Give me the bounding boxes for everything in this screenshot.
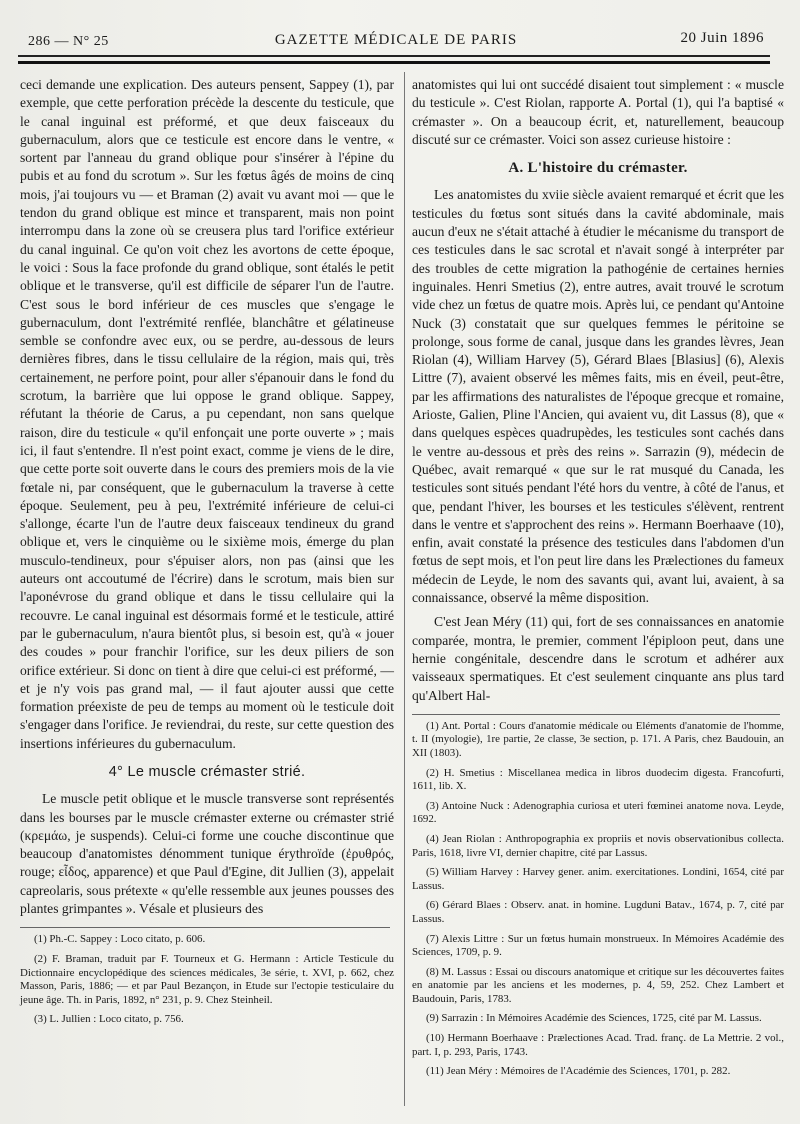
section-heading-histoire: A. L'histoire du crémaster. [508,160,688,177]
right-footnotes [412,720,784,1079]
right-paragraph-3: C'est Jean Méry (11) qui, fort de ses connaissances en anatomie comparée, montra, le premier, comment l'épiploon peut, dans une hernie congénitale, descendre dans le scrotum et adhérer aux vaisseaux spermatiques. Et c'est seulement cinquante ans plus tard qu'Albert Hal- [412,614,784,703]
footnote-item: (9) Sarrazin : In Mémoires Académie des Sciences, 1725, cité par M. Lassus. [426,1012,762,1025]
footnote-item: (1) Ant. Portal : Cours d'anatomie médicale ou Eléments d'anatomie de l'homme, t. II (myologie), 1re partie, 2e classe, 3e section, p. 171. A Paris, chez Baudouin, an XII (1803). [412,719,784,759]
left-paragraph-2: Le muscle petit oblique et le muscle transverse sont représentés dans les bourses par le muscle crémaster externe ou crémaster strié (κρεμάω, je suspends). Celui-ci forme une couche discontinue que beaucoup d'anatomistes dénomment tunique érythroïde (ἐρυθρός, rouge; εἶδος, apparence) et que Paul d'Egine, dit Jullien (3), appelait capreolaris, sous prétexte « qu'elle ressemble aux jeunes pousses des plantes grimpantes ». Vésale et plusieurs des [20,791,394,917]
footnote-item: (2) H. Smetius : Miscellanea medica in libros duodecim digesta. Francofurti, 1611, lib. X. [412,766,784,793]
footnote-item: (7) Alexis Littre : Sur un fœtus humain monstrueux. In Mémoires Académie des Sciences, 1709, p. 9. [412,932,784,959]
footnote-item: (4) Jean Riolan : Anthropographia ex propriis et novis observationibus collecta. Paris, 1618, livre VI, dernier chapitre, cité par Lassus. [412,832,784,859]
page-header [28,30,764,54]
issue-date: 20 Juin 1896 [680,30,764,46]
section-heading-cremaster-strie: 4° Le muscle crémaster strié. [108,763,306,780]
left-paragraph-1: ceci demande une explication. Des auteurs pensent, Sappey (1), par exemple, que cette perforation précède la descente du testicule, que le canal inguinal est préformé, et que deux faisceaux du gubernaculum, alors que ce testicule est encore dans le ventre, « sortent par l'anneau du grand oblique pour s'insérer à l'épine du pubis et au fond du scrotum ». Sur les fœtus âgés de moins de cinq mois, j'ai toujours vu — et Braman (2) avait vu avant moi — que le tendon du grand oblique est mince et transparent, mais non point interrompu dans la zone où se creusera plus tard l'orifice extérieur du canal inguinal. Ce qu'on voit chez les avortons de cette époque, le voici : Sous la face profonde du grand oblique, sont étalés le petit oblique et le transverse, qu'il est difficile de séparer l'un de l'autre. C'est sous le bord inférieur de ces muscles que s'engage le gubernaculum, dont l'extrémité renflée, blanchâtre et gélatineuse semble se confondre avec eux, ou se perdre, au-dessous de leurs dernières fibres, dans le tissu cellulaire de la région, mais qui, très certainement, ne perfore point, pour aller s'épanouir dans le fond du scrotum, la barrière que lui oppose le grand oblique. Sappey, réfutant la théorie de Carus, a pu cependant, non sans quelque raison, dire du testicule « qu'il enfonçait une porte ouverte » ; mais ici, il faut s'entendre. Il n'est point exact, comme je viens de le dire, que cette porte soit ouverte dans le cours des premiers mois de la vie fœtale ni, par conséquent, que le gubernaculum la traverse à cette époque. Seulement, peu à peu, l'extrémité inférieure de celui-ci s'allonge, écarte l'un de l'autre deux faisceaux tendineux du grand oblique et, vers le cinquième ou le sixième mois, émerge du plan musculo-tendineux, pour s'épuiser alors, non pas (ainsi que les auteurs ont accoutumé de l'écrire) dans le scrotum, mais bien sur l'aponévrose du grand oblique et dans le tissu cellulaire qui la recouvre. Le canal inguinal est désormais formé et le testicule, attiré par le gubernaculum, n'aura bientôt plus, si besoin est, qu'à « jouer des coudes » pour franchir l'orifice, sur les deux piliers de son orifice extérieur. Si donc on tient à dire que celui-ci est préformé, — et je n'y vois pas grand mal, — il faut ajouter aussi que cette formation préexiste de peu de temps au moment où le testicule doit s'engager dans l'orifice. Je reviendrai, du reste, sur cette question des insertions inférieures du gubernaculum. [20,77,394,751]
footnote-item: (5) William Harvey : Harvey gener. anim. exercitationes. Londini, 1654, cité par Lassus. [412,866,784,892]
right-column [412,76,784,1085]
footnote-item: (3) L. Jullien : Loco citato, p. 756. [34,1013,184,1026]
footnote-item: (3) Antoine Nuck : Adenographia curiosa et uteri fœminei anatome nova. Leyde, 1692. [412,799,784,826]
footnote-rule [20,927,390,928]
right-paragraph-2: Les anatomistes du xviie siècle avaient remarqué et écrit que les testicules du fœtus sont situés dans la cavité abdominale, mais aucun d'eux ne s'était attaché à étudier le mécanisme du transport de ces testicules dans le sac scrotal et n'avait songé à interpréter par des troubles de cette migration la pathogénie de certaines hernies inguinales. Henri Smetius (2), entre autres, avait trouvé le scrotum vide chez un fœtus de quatre mois. Après lui, ce pendant qu'Antoine Nuck (3) constatait que sur quelques femmes le péritoine se prolonge, sous forme de canal, jusque dans les grandes lèvres, Jean Riolan (4), William Harvey (5), Gérard Blaes [Blasius] (6), Alexis Littre (7), avaient observé les mêmes faits, mis en éveil, peut-être, par les affirmations des naturalistes de l'époque grecque et romaine, Arioste, Galien, Pline l'Ancien, qui avaient vu, dit Lassus (8), que « dans quelques espèces quadrupèdes, les testicules sont cachés dans le ventre au-dessous et près des reins ». Sarrazin (9), médecin de Québec, avait remarqué « que sur le rat musqué du Canada, les testicules sont situés pendant l'été hors du ventre, à côté de l'anus, et que, pendant l'hiver, les bourses et les testicules s'élèvent, rentrent dans le ventre et s'approchent des reins ». Hermann Boerhaave (10), enfin, avait constaté la présence des testicules dans l'abdomen d'un fœtus de sept mois, et l'on peut lire dans les Prælectiones du fameux médecin de Leyde, le nom des savants qui, avant lui, avaient, à sa connaissance, observé la même disposition. [412,187,784,606]
publication-title: GAZETTE MÉDICALE DE PARIS [274,32,518,48]
footnote-item: (11) Jean Méry : Mémoires de l'Académie des Sciences, 1701, p. 282. [426,1065,731,1078]
footnote-item: (8) M. Lassus : Essai ou discours anatomique et critique sur les découvertes faites en anatomie par les anciens et les modernes, p. 4, 59, 252. Chez Lambert et Baudouin, Paris, 1783. [412,965,784,1005]
left-column [20,76,394,1033]
footnote-item: (10) Hermann Boerhaave : Prælectiones Acad. Trad. franç. de La Mettrie. 2 vol., part. I, p. 293, Paris, 1743. [412,1032,784,1058]
footnote-item: (2) F. Braman, traduit par F. Tourneux et G. Hermann : Article Testicule du Dictionnaire encyclopédique des sciences médicales, 3e série, t. XVI, p. 662, chez Masson, Paris, 1886; — et par Paul Bezançon, in Etude sur l'ectopie testiculaire du jeune âge. Th. in Paris, 1892, n° 231, p. 9. Chez Steinheil. [20,952,394,1006]
header-rule-thick [18,61,770,64]
column-divider [404,72,405,1106]
header-rule-thin [18,55,770,57]
footnote-item: (1) Ph.-C. Sappey : Loco citato, p. 606. [34,933,206,946]
footnote-rule [412,714,780,715]
left-footnotes [20,933,394,1027]
footnote-item: (6) Gérard Blaes : Observ. anat. in homine. Lugduni Batav., 1674, p. 7, cité par Lassus. [412,899,784,925]
right-paragraph-1: anatomistes qui lui ont succédé disaient tout simplement : « muscle du testicule ». C'est Riolan, rapporte A. Portal (1), qui l'a baptisé « crémaster ». On a beaucoup écrit, et, naturellement, beaucoup discuté sur ce crémaster. Voici son assez curieuse histoire : [412,77,784,147]
page-number: 286 — N° 25 [28,34,109,49]
